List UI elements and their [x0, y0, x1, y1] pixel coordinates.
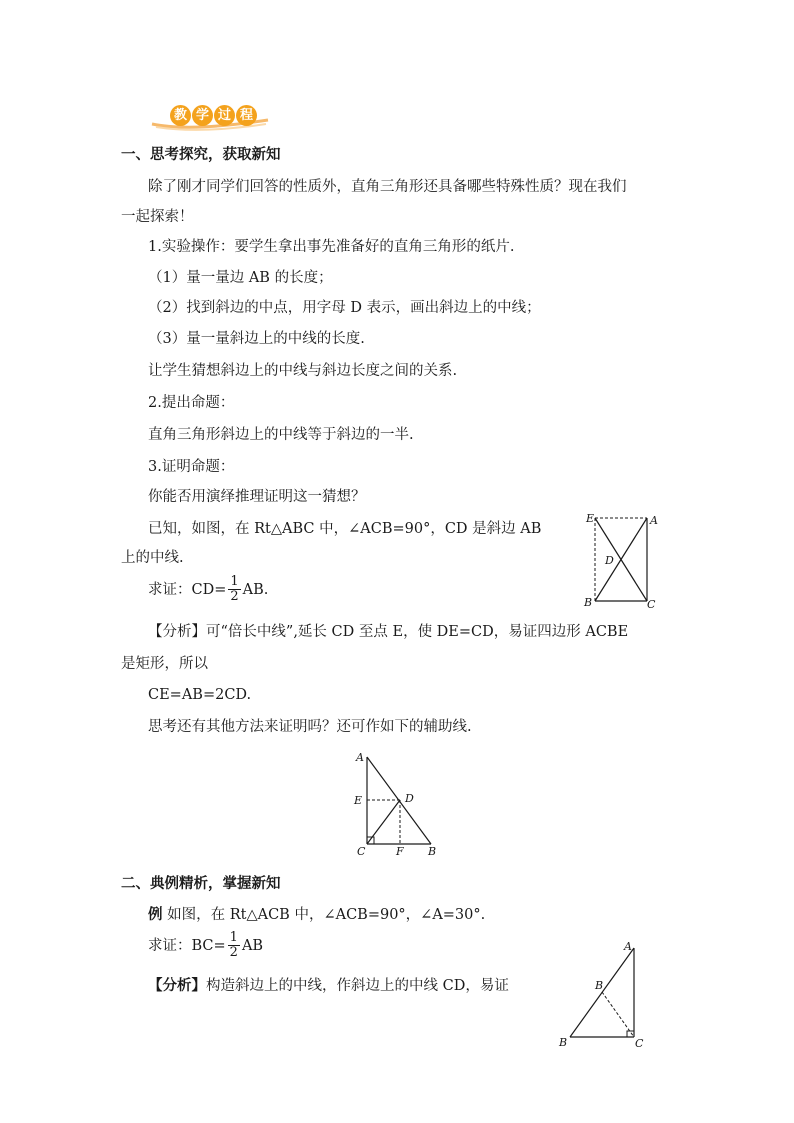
fig1-label-D: D — [605, 554, 614, 567]
analysis-line3: CE=AB=2CD. — [148, 687, 252, 703]
prove1-suffix: AB. — [242, 581, 269, 598]
fraction-half-1 — [228, 575, 240, 604]
analysis-line1: 【分析】可“倍长中线”,延长 CD 至点 E，使 DE=CD，易证四边形 ACBE — [148, 624, 629, 640]
banner-char-2: 学 — [192, 105, 213, 126]
figure-rectangle-acbe — [578, 508, 668, 614]
fig2-label-D: D — [405, 792, 414, 805]
fig1-label-A: A — [650, 514, 658, 527]
fraction1-denominator: 2 — [230, 589, 239, 604]
fig2-label-C: C — [357, 845, 366, 858]
fig3-label-B: B — [559, 1036, 568, 1049]
fig2-label-A: A — [356, 751, 364, 764]
fig2-label-F: F — [396, 845, 404, 858]
prove2-prefix: 求证：BC= — [148, 937, 226, 954]
banner-char-1: 教 — [170, 105, 191, 126]
proposition-text: 直角三角形斜边上的中线等于斜边的一半. — [148, 427, 414, 443]
fig1-label-B: B — [584, 596, 593, 609]
figure-triangle-auxiliary — [348, 747, 448, 862]
fraction1-numerator: 1 — [230, 574, 239, 589]
right-angle-mark — [627, 1031, 634, 1037]
intro-line1: 除了刚才同学们回答的性质外，直角三角形还具备哪些特殊性质？现在我们 — [148, 179, 627, 195]
segment-median-CD — [602, 992, 634, 1037]
fig3-label-A: A — [624, 940, 632, 953]
section1-heading: 一、思考探究，获取新知 — [121, 146, 281, 163]
example-label: 例 — [148, 906, 163, 923]
think-text: 思考还有其他方法来证明吗？还可作如下的辅助线. — [148, 719, 472, 735]
example-text: 如图，在 Rt△ACB 中，∠ACB=90°，∠A=30°. — [162, 907, 486, 923]
given-line1: 已知，如图，在 Rt△ABC 中，∠ACB=90°，CD 是斜边 AB — [148, 521, 542, 537]
section2-heading: 二、典例精析，掌握新知 — [121, 875, 281, 892]
banner-char-4: 程 — [236, 105, 257, 126]
fig2-label-E: E — [354, 794, 363, 807]
figure-example-triangle — [556, 936, 656, 1051]
banner-char-3: 过 — [214, 105, 235, 126]
intro-line2: 一起探索！ — [121, 209, 194, 225]
question-text: 你能否用演绎推理证明这一猜想？ — [148, 489, 366, 505]
fig3-label-midpoint: B — [595, 979, 604, 992]
guess-text: 让学生猜想斜边上的中线与斜边长度之间的关系. — [148, 363, 458, 379]
step2-text: 2.提出命题： — [148, 395, 235, 411]
fraction2-numerator: 1 — [229, 930, 238, 945]
fig2-label-B: B — [428, 845, 437, 858]
given-line2: 上的中线. — [121, 550, 184, 566]
step1-item3: （3）量一量斜边上的中线的长度. — [148, 331, 365, 347]
step1-item2: （2）找到斜边的中点，用字母 D 表示，画出斜边上的中线； — [148, 300, 541, 316]
analysis-line2: 是矩形，所以 — [121, 656, 208, 672]
analysis-label: 【分析】 — [148, 977, 206, 994]
prove1-prefix: 求证：CD= — [148, 581, 227, 598]
example-analysis — [148, 976, 509, 996]
fig1-label-E: E — [586, 512, 595, 525]
prove-statement-2 — [148, 931, 263, 960]
prove2-suffix: AB — [241, 937, 264, 954]
fig1-label-C: C — [647, 598, 656, 611]
example-line — [148, 905, 485, 925]
step1-text: 1.实验操作：要学生拿出事先准备好的直角三角形的纸片. — [148, 239, 515, 255]
analysis-text: 构造斜边上的中线，作斜边上的中线 CD，易证 — [206, 978, 509, 994]
step1-item1: （1）量一量边 AB 的长度； — [148, 270, 333, 286]
prove-statement-1 — [148, 575, 268, 604]
fraction-half-2 — [228, 931, 240, 960]
step3-text: 3.证明命题： — [148, 459, 235, 475]
fraction2-denominator: 2 — [229, 945, 238, 960]
fig3-label-C: C — [635, 1037, 644, 1050]
